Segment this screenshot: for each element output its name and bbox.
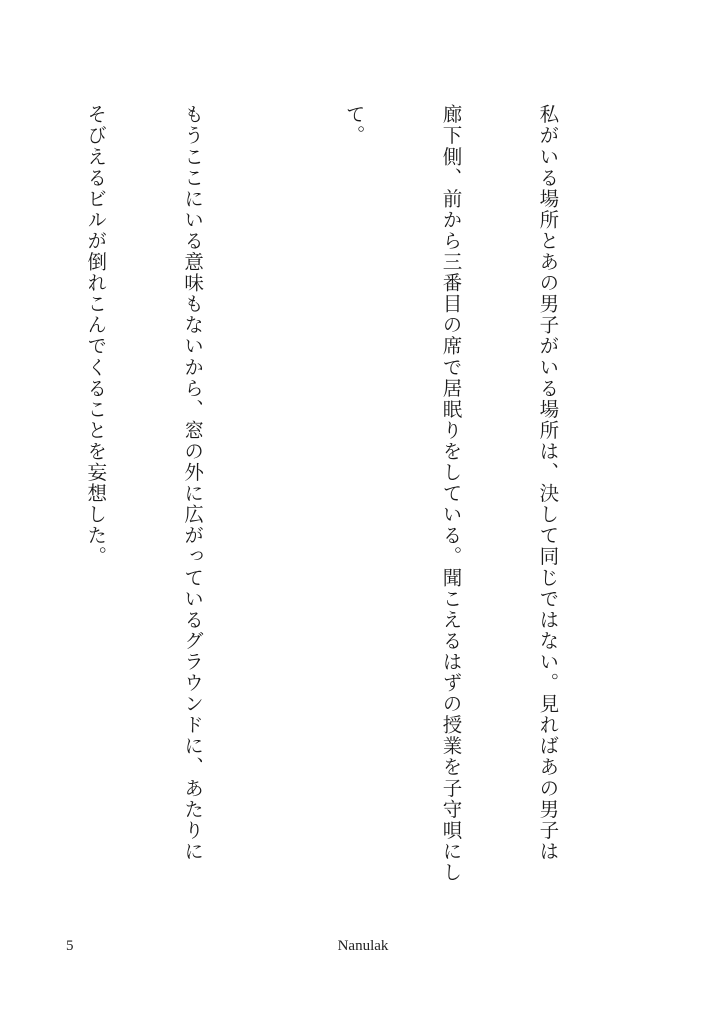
text-column: 私がいる場所とあの男子がいる場所は、決して同じではない。見ればあの男子は: [536, 104, 560, 862]
page-number: 5: [66, 938, 74, 954]
text-column: 廊下側、前から三番目の席で居眠りをしている。聞こえるはずの授業を子守唄にし: [439, 104, 463, 883]
text-column: そびえるビルが倒れこんでくることを妄想した。: [84, 104, 108, 568]
text-column: て。: [342, 104, 366, 147]
vertical-text-body: [0, 104, 628, 904]
text-column: もうここにいる意味もないから、窓の外に広がっているグラウンドに、あたりに: [181, 104, 205, 862]
footer-author: Nanulak: [337, 938, 389, 954]
